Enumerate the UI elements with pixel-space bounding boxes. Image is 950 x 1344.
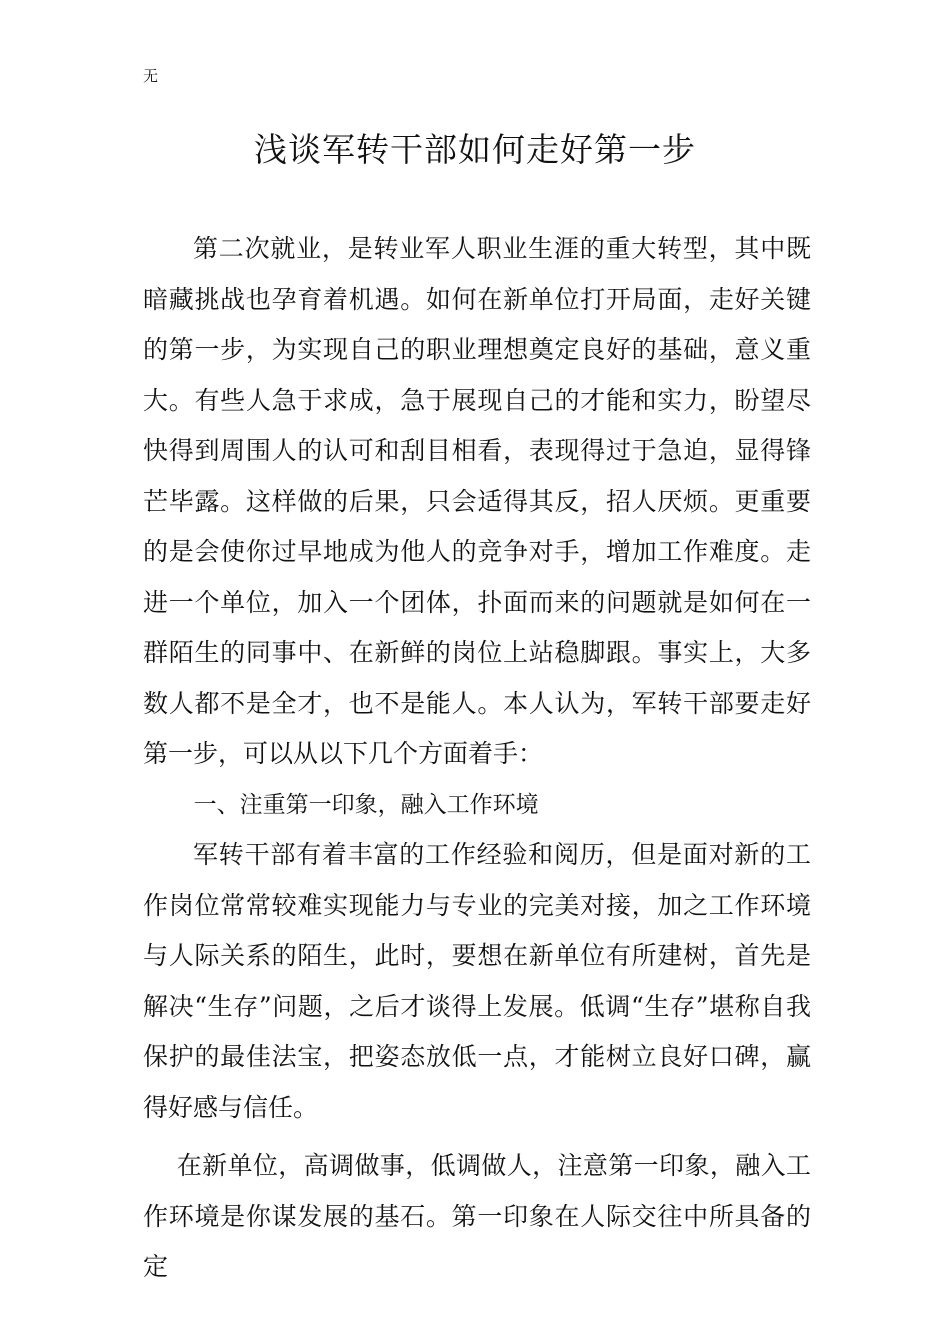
header-mark: 无 <box>143 67 159 85</box>
document-body <box>143 224 811 1293</box>
section-heading: 一、注重第一印象，融入工作环境 <box>193 791 539 818</box>
intro-paragraph: 第二次就业，是转业军人职业生涯的重大转型，其中既暗藏挑战也孕育着机遇。如何在新单位打开局面，走好关键的第一步，为实现自己的职业理想奠定良好的基础，意义重大。有些人急于求成，急于展现自己的才能和实力，盼望尽快得到周围人的认可和刮目相看，表现得过于急迫，显得锋芒毕露。这样做的后果，只会适得其反，招人厌烦。更重要的是会使你过早地成为他人的竞争对手，增加工作难度。走进一个单位，加入一个团体，扑面而来的问题就是如何在一群陌生的同事中、在新鲜的岗位上站稳脚跟。事实上，大多数人都不是全才，也不是能人。本人认为，军转干部要走好第一步，可以从以下几个方面着手： <box>143 234 811 768</box>
continuation-paragraph: 在新单位，高调做事，低调做人，注意第一印象，融入工作环境是你谋发展的基石。第一印象在人际交往中所具备的定 <box>143 1151 811 1281</box>
document-title: 浅谈军转干部如何走好第一步 <box>254 130 696 169</box>
section-paragraph: 军转干部有着丰富的工作经验和阅历，但是面对新的工作岗位常常较难实现能力与专业的完美对接，加之工作环境与人际关系的陌生，此时，要想在新单位有所建树，首先是解决“生存”问题，之后才谈得上发展。低调“生存”堪称自我保护的最佳法宝，把姿态放低一点，才能树立良好口碑，赢得好感与信任。 <box>143 840 811 1122</box>
